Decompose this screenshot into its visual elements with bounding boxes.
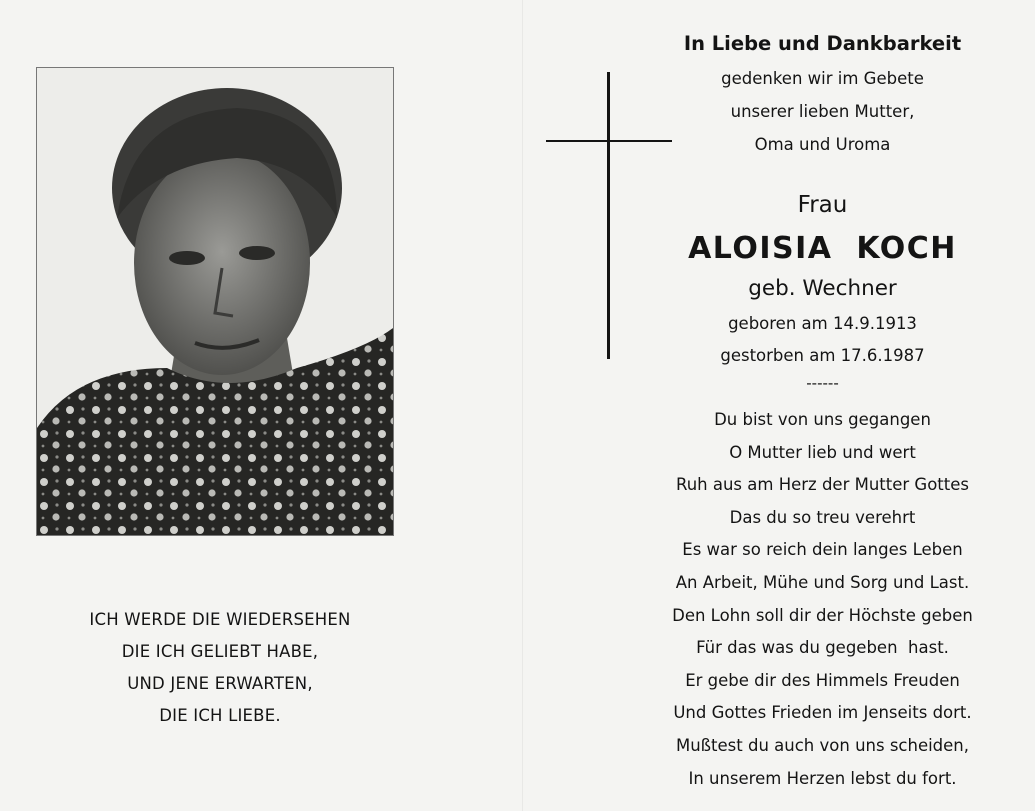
portrait-illustration xyxy=(37,68,393,535)
verse-line: Und Gottes Frieden im Jenseits dort. xyxy=(673,703,972,723)
dedication-intro xyxy=(630,62,1015,161)
memorial-verse xyxy=(630,404,1015,795)
left-verse-line: DIE ICH GELIEBT HABE, xyxy=(121,642,319,661)
verse-line: Du bist von uns gegangen xyxy=(714,410,931,429)
deceased-title: Frau xyxy=(797,192,848,218)
left-verse-line: DIE ICH LIEBE. xyxy=(159,706,281,725)
card-fold-line xyxy=(522,0,524,811)
verse-line: Den Lohn soll dir der Höchste geben xyxy=(672,605,973,625)
verse-line: O Mutter lieb und wert xyxy=(729,442,916,462)
verse-line: An Arbeit, Mühe und Sorg und Last. xyxy=(675,572,970,592)
verse-line: Ruh aus am Herz der Mutter Gottes xyxy=(675,475,969,495)
verse-line: Mußtest du auch von uns scheiden, xyxy=(675,735,970,755)
portrait-photo xyxy=(36,67,394,536)
verse-line: In unserem Herzen lebst du fort. xyxy=(688,768,957,788)
left-verse-line: UND JENE ERWARTEN, xyxy=(127,674,313,693)
birth-date: geboren am 14.9.1913 xyxy=(728,314,917,333)
life-dates xyxy=(630,308,1015,372)
verse-line: Es war so reich dein langes Leben xyxy=(682,540,963,560)
maiden-name: geb. Wechner xyxy=(748,276,897,301)
left-verse-line: ICH WERDE DIE WIEDERSEHEN xyxy=(89,610,351,629)
verse-line: Für das was du gegeben hast. xyxy=(696,638,949,658)
verse-line: Das du so treu verehrt xyxy=(729,507,916,527)
intro-line: unserer lieben Mutter, xyxy=(730,102,915,121)
intro-line: Oma und Uroma xyxy=(754,135,891,154)
verse-line: Er gebe dir des Himmels Freuden xyxy=(685,670,960,690)
deceased-name: ALOISIA KOCH xyxy=(688,231,957,266)
dedication-heading: In Liebe und Dankbarkeit xyxy=(683,32,962,55)
section-divider: ------ xyxy=(806,374,839,392)
intro-line: gedenken wir im Gebete xyxy=(721,69,924,88)
left-verse xyxy=(40,604,400,732)
death-date: gestorben am 17.6.1987 xyxy=(720,346,925,365)
cross-icon-vertical-bar xyxy=(607,72,610,359)
